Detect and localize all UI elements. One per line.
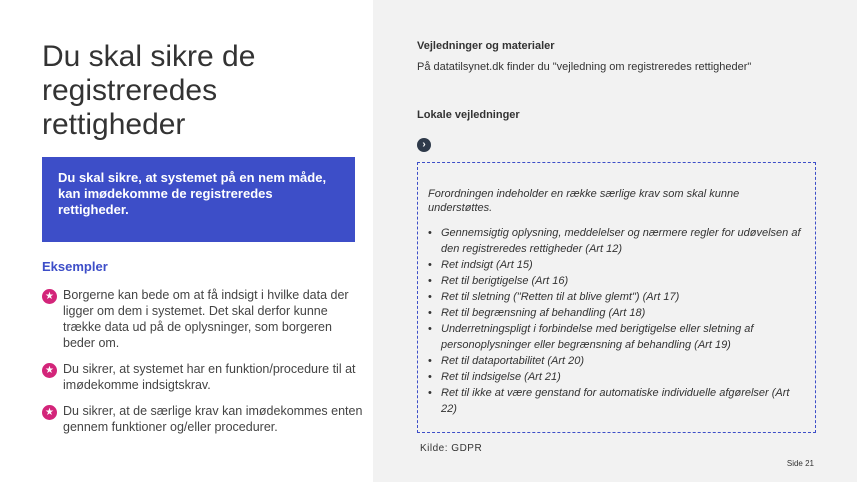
- left-panel: [0, 0, 373, 482]
- example-text: Borgerne kan bede om at få indsigt i hvilke data der ligger om dem i systemet. Det skal derfor kunne trække data ud på de oplysninger, som borgeren beder om.: [63, 288, 349, 350]
- list-item: • Ret indsigt (Art 15): [428, 257, 805, 273]
- guidance-heading: Vejledninger og materialer: [417, 40, 555, 52]
- list-item: • Ret til sletning ("Retten til at blive glemt") (Art 17): [428, 289, 805, 305]
- examples-heading: Eksempler: [42, 259, 108, 274]
- list-item: • Ret til berigtigelse (Art 16): [428, 273, 805, 289]
- list-item: • Ret til ikke at være genstand for automatiske individuelle afgørelser (Art 22): [428, 385, 805, 417]
- page-number: Side 21: [786, 459, 814, 468]
- example-text: Du sikrer, at de særlige krav kan imødekommes enten gennem funktioner og/eller procedurer.: [63, 404, 363, 434]
- guidance-text: På datatilsynet.dk finder du "vejledning om registreredes rettigheder": [417, 61, 752, 73]
- local-guidance-heading: Lokale vejledninger: [417, 109, 520, 121]
- list-item: [42, 403, 367, 435]
- list-item: • Gennemsigtig oplysning, meddelelser og nærmere regler for udøvelsen af den registreredes rettigheder (Art 12): [428, 225, 805, 257]
- list-item: [42, 361, 367, 393]
- requirements-intro: Forordningen indeholder en række særlige krav som skal kunne understøttes.: [428, 188, 740, 214]
- arrow-right-icon[interactable]: ›: [417, 138, 431, 152]
- examples-list: [42, 287, 367, 445]
- list-item: • Ret til begrænsning af behandling (Art 18): [428, 305, 805, 321]
- requirements-box: [417, 162, 816, 433]
- example-text: Du sikrer, at systemet har en funktion/procedure til at imødekomme indsigtskrav.: [63, 362, 356, 392]
- star-icon: ★: [42, 363, 57, 378]
- list-item: • Underretningspligt i forbindelse med berigtigelse eller sletning af personoplysninger eller begrænsning af behandling (Art 19): [428, 321, 805, 353]
- star-icon: ★: [42, 405, 57, 420]
- list-item: [42, 287, 367, 351]
- requirements-list: [428, 225, 805, 417]
- list-item: • Ret til indsigelse (Art 21): [428, 369, 805, 385]
- list-item: • Ret til dataportabilitet (Art 20): [428, 353, 805, 369]
- callout-box: Du skal sikre, at systemet på en nem måde, kan imødekomme de registreredes rettigheder.: [42, 157, 355, 242]
- source-note: Kilde: GDPR: [420, 443, 483, 454]
- page-title: Du skal sikre de registreredes rettigheder: [42, 40, 256, 141]
- star-icon: ★: [42, 289, 57, 304]
